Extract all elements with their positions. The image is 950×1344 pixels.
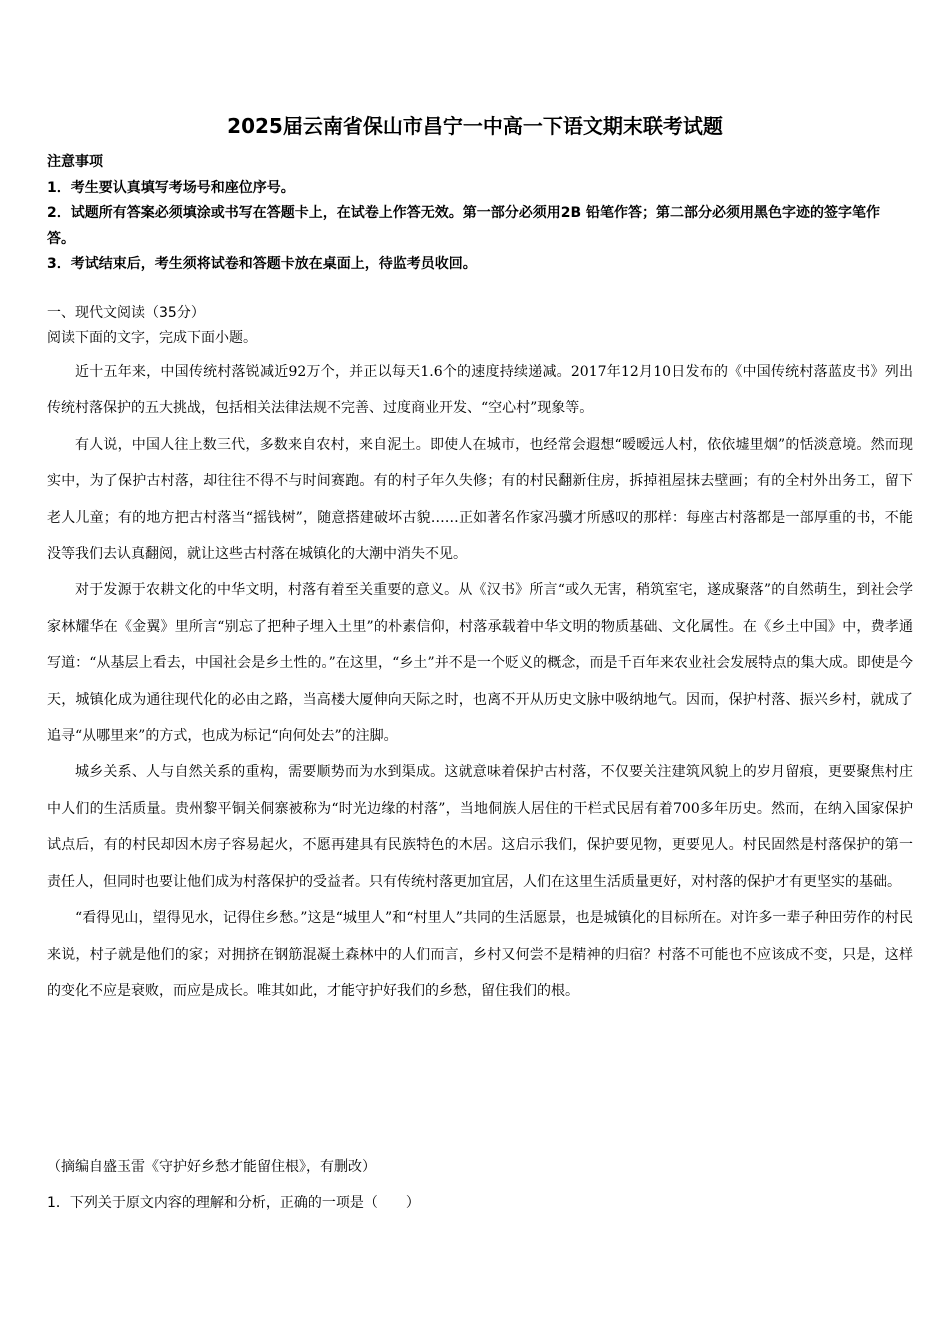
passage-paragraph-5: “看得见山，望得见水，记得住乡愁。”这是“城里人”和“村里人”共同的生活愿景，也是城镇化的目标所在。对许多一辈子种田劳作的村民来说，村子就是他们的家；对拥挤在钢筋混凝土森林中的人们而言，乡村又何尝不是精神的归宿？村落不可能也不应该成不变，只是，这样的变化不应是衰败，而应是成长。唯其如此，才能守护好我们的乡愁，留住我们的根。 — [47, 910, 913, 999]
notice-item-3: 3．考试结束后，考生须将试卷和答题卡放在桌面上，待监考员收回。 — [47, 256, 477, 272]
reading-passage — [47, 354, 913, 1009]
passage-paragraph-2: 有人说，中国人往上数三代，多数来自农村，来自泥土。即使人在城市，也经常会遐想“暧暧远人村，依依墟里烟”的恬淡意境。然而现实中，为了保护古村落，却往往不得不与时间赛跑。有的村子年久失修；有的村民翻新住房，拆掉祖屋抹去壁画；有的全村外出务工，留下老人儿童；有的地方把古村落当“摇钱树”，随意搭建破坏古貌……正如著名作家冯骥才所感叹的那样：每座古村落都是一部厚重的书，不能没等我们去认真翻阅，就让这些古村落在城镇化的大潮中消失不见。 — [47, 436, 913, 563]
question-1: 1．下列关于原文内容的理解和分析，正确的一项是（ ） — [47, 1195, 420, 1211]
passage-paragraph-1: 近十五年来，中国传统村落锐减近92万个，并正以每天1.6个的速度持续递减。2017年12月10日发布的《中国传统村落蓝皮书》列出传统村落保护的五大挑战，包括相关法律法规不完善、过度商业开发、“空心村”现象等。 — [47, 364, 913, 417]
passage-source: （摘编自盛玉雷《守护好乡愁才能留住根》，有删改） — [47, 1159, 376, 1175]
notice-block — [47, 150, 907, 278]
notice-item-2: 2．试题所有答案必须填涂或书写在答题卡上，在试卷上作答无效。第一部分必须用2B 铅笔作答；第二部分必须用黑色字迹的签字笔作答。 — [47, 205, 881, 247]
exam-title: 2025届云南省保山市昌宁一中高一下语文期末联考试题 — [227, 114, 723, 138]
notice-item-1: 1．考生要认真填写考场号和座位序号。 — [47, 179, 295, 196]
section-header — [47, 301, 917, 351]
section-instruction: 阅读下面的文字，完成下面小题。 — [47, 330, 257, 346]
section-heading: 一、现代文阅读（35分） — [47, 305, 205, 321]
passage-paragraph-4: 城乡关系、人与自然关系的重构，需要顺势而为水到渠成。这就意味着保护古村落，不仅要关注建筑风貌上的岁月留痕，更要聚焦村庄中人们的生活质量。贵州黎平铜关侗寨被称为“时光边缘的村落”，当地侗族人居住的干栏式民居有着700多年历史。然而，在纳入国家保护试点后，有的村民却因木房子容易起火，不愿再建具有民族特色的木居。这启示我们，保护要见物，更要见人。村民固然是村落保护的第一责任人，但同时也要让他们成为村落保护的受益者。只有传统村落更加宜居，人们在这里生活质量更好，对村落的保护才有更坚实的基础。 — [47, 764, 913, 890]
passage-paragraph-3: 对于发源于农耕文化的中华文明，村落有着至关重要的意义。从《汉书》所言“或久无害，稍筑室宅，遂成聚落”的自然萌生，到社会学家林耀华在《金翼》里所言“别忘了把种子埋入土里”的朴素信仰，村落承载着中华文明的物质基础、文化属性。在《乡土中国》中，费孝通写道：“从基层上看去，中国社会是乡土性的。”在这里，“乡土”并不是一个贬义的概念，而是千百年来农业社会发展特点的集大成。即使是今天，城镇化成为通往现代化的必由之路，当高楼大厦伸向天际之时，也离不开从历史文脉中吸纳地气。因而，保护村落、振兴乡村，就成了追寻“从哪里来”的方式，也成为标记“向何处去”的注脚。 — [47, 582, 913, 745]
notice-heading: 注意事项 — [47, 154, 103, 170]
